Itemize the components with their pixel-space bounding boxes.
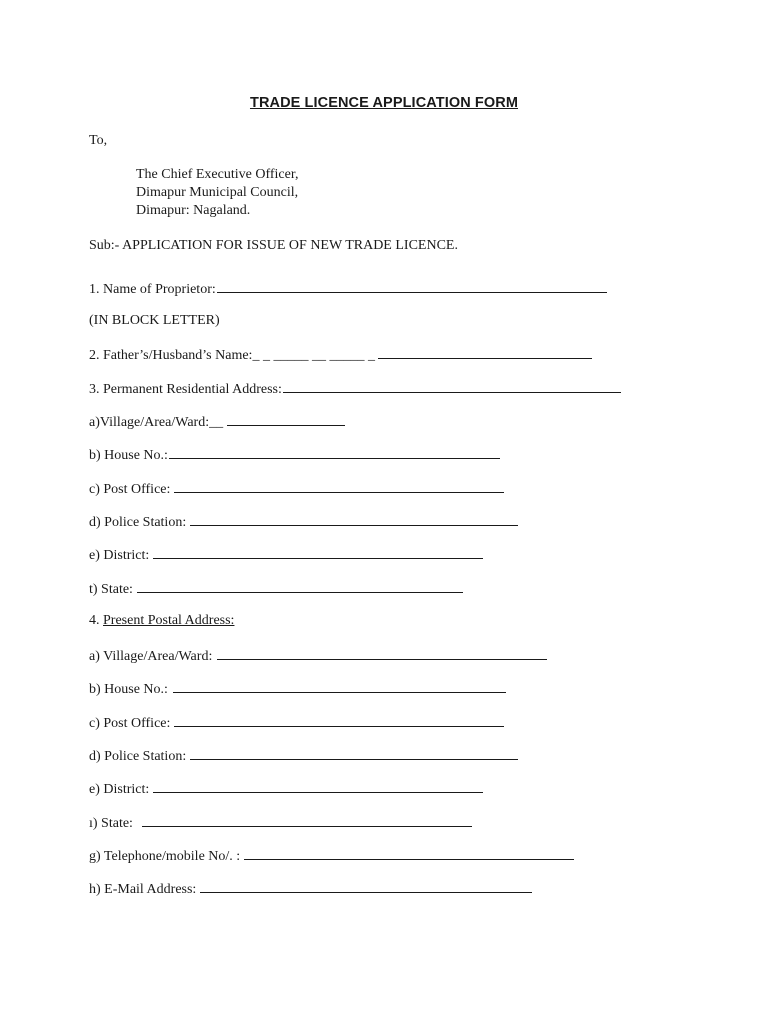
telephone-row xyxy=(89,846,574,866)
perm-state-field[interactable] xyxy=(137,579,463,593)
email-field[interactable] xyxy=(200,879,532,893)
perm-village-label: a)Village/Area/Ward:__ xyxy=(89,415,224,430)
pres-police-field[interactable] xyxy=(190,746,518,760)
form-title: TRADE LICENCE APPLICATION FORM xyxy=(249,95,519,111)
permanent-address-field[interactable] xyxy=(283,379,621,393)
pres-state-label: ı) State: xyxy=(89,816,133,831)
pres-village-label: a) Village/Area/Ward: xyxy=(89,649,213,664)
perm-police-label: d) Police Station: xyxy=(89,515,187,530)
perm-post-office-field[interactable] xyxy=(174,479,504,493)
email-row xyxy=(89,879,532,899)
pres-police-label: d) Police Station: xyxy=(89,749,187,764)
present-address-heading xyxy=(89,612,234,630)
pres-state-row xyxy=(89,813,472,833)
perm-house-row xyxy=(89,445,500,465)
father-husband-label: 2. Father’s/Husband’s Name:_ _ _____ __ _____ _ xyxy=(89,348,375,363)
telephone-label: g) Telephone/mobile No/. : xyxy=(89,849,241,864)
salutation: To, xyxy=(89,133,108,148)
addressee-line-3: Dimapur: Nagaland. xyxy=(136,203,251,218)
addressee-line-1: The Chief Executive Officer, xyxy=(136,167,299,182)
perm-state-row xyxy=(89,579,463,599)
perm-police-row xyxy=(89,512,518,532)
permanent-address-label: 3. Permanent Residential Address: xyxy=(89,382,282,397)
email-label: h) E-Mail Address: xyxy=(89,882,197,897)
pres-house-row xyxy=(89,679,506,699)
pres-post-office-label: c) Post Office: xyxy=(89,716,171,731)
permanent-address-row xyxy=(89,379,621,399)
perm-village-field[interactable] xyxy=(227,412,345,426)
pres-village-field[interactable] xyxy=(217,646,547,660)
perm-post-office-label: c) Post Office: xyxy=(89,482,171,497)
pres-district-row xyxy=(89,779,483,799)
perm-village-row xyxy=(89,412,345,432)
pres-state-field[interactable] xyxy=(142,813,472,827)
proprietor-label: 1. Name of Proprietor: xyxy=(89,282,216,297)
subject-line: Sub:- APPLICATION FOR ISSUE OF NEW TRADE LICENCE. xyxy=(89,238,458,253)
perm-house-label: b) House No.: xyxy=(89,448,168,463)
pres-district-label: e) District: xyxy=(89,782,150,797)
pres-police-row xyxy=(89,746,518,766)
proprietor-row xyxy=(89,279,607,299)
pres-post-office-field[interactable] xyxy=(174,713,504,727)
perm-state-label: t) State: xyxy=(89,582,133,597)
perm-district-field[interactable] xyxy=(153,545,483,559)
block-letter-note: (IN BLOCK LETTER) xyxy=(89,313,220,328)
perm-district-row xyxy=(89,545,483,565)
addressee-line-2: Dimapur Municipal Council, xyxy=(136,185,299,200)
present-address-label: Present Postal Address: xyxy=(103,613,235,628)
pres-village-row xyxy=(89,646,547,666)
perm-district-label: e) District: xyxy=(89,548,150,563)
pres-district-field[interactable] xyxy=(153,779,483,793)
pres-house-label: b) House No.: xyxy=(89,682,168,697)
perm-post-office-row xyxy=(89,479,504,499)
father-husband-field[interactable] xyxy=(378,345,592,359)
present-address-number: 4. xyxy=(89,613,100,628)
proprietor-field[interactable] xyxy=(217,279,607,293)
perm-house-field[interactable] xyxy=(169,445,500,459)
telephone-field[interactable] xyxy=(244,846,574,860)
father-husband-row xyxy=(89,345,592,365)
perm-police-field[interactable] xyxy=(190,512,518,526)
pres-post-office-row xyxy=(89,713,504,733)
pres-house-field[interactable] xyxy=(173,679,506,693)
